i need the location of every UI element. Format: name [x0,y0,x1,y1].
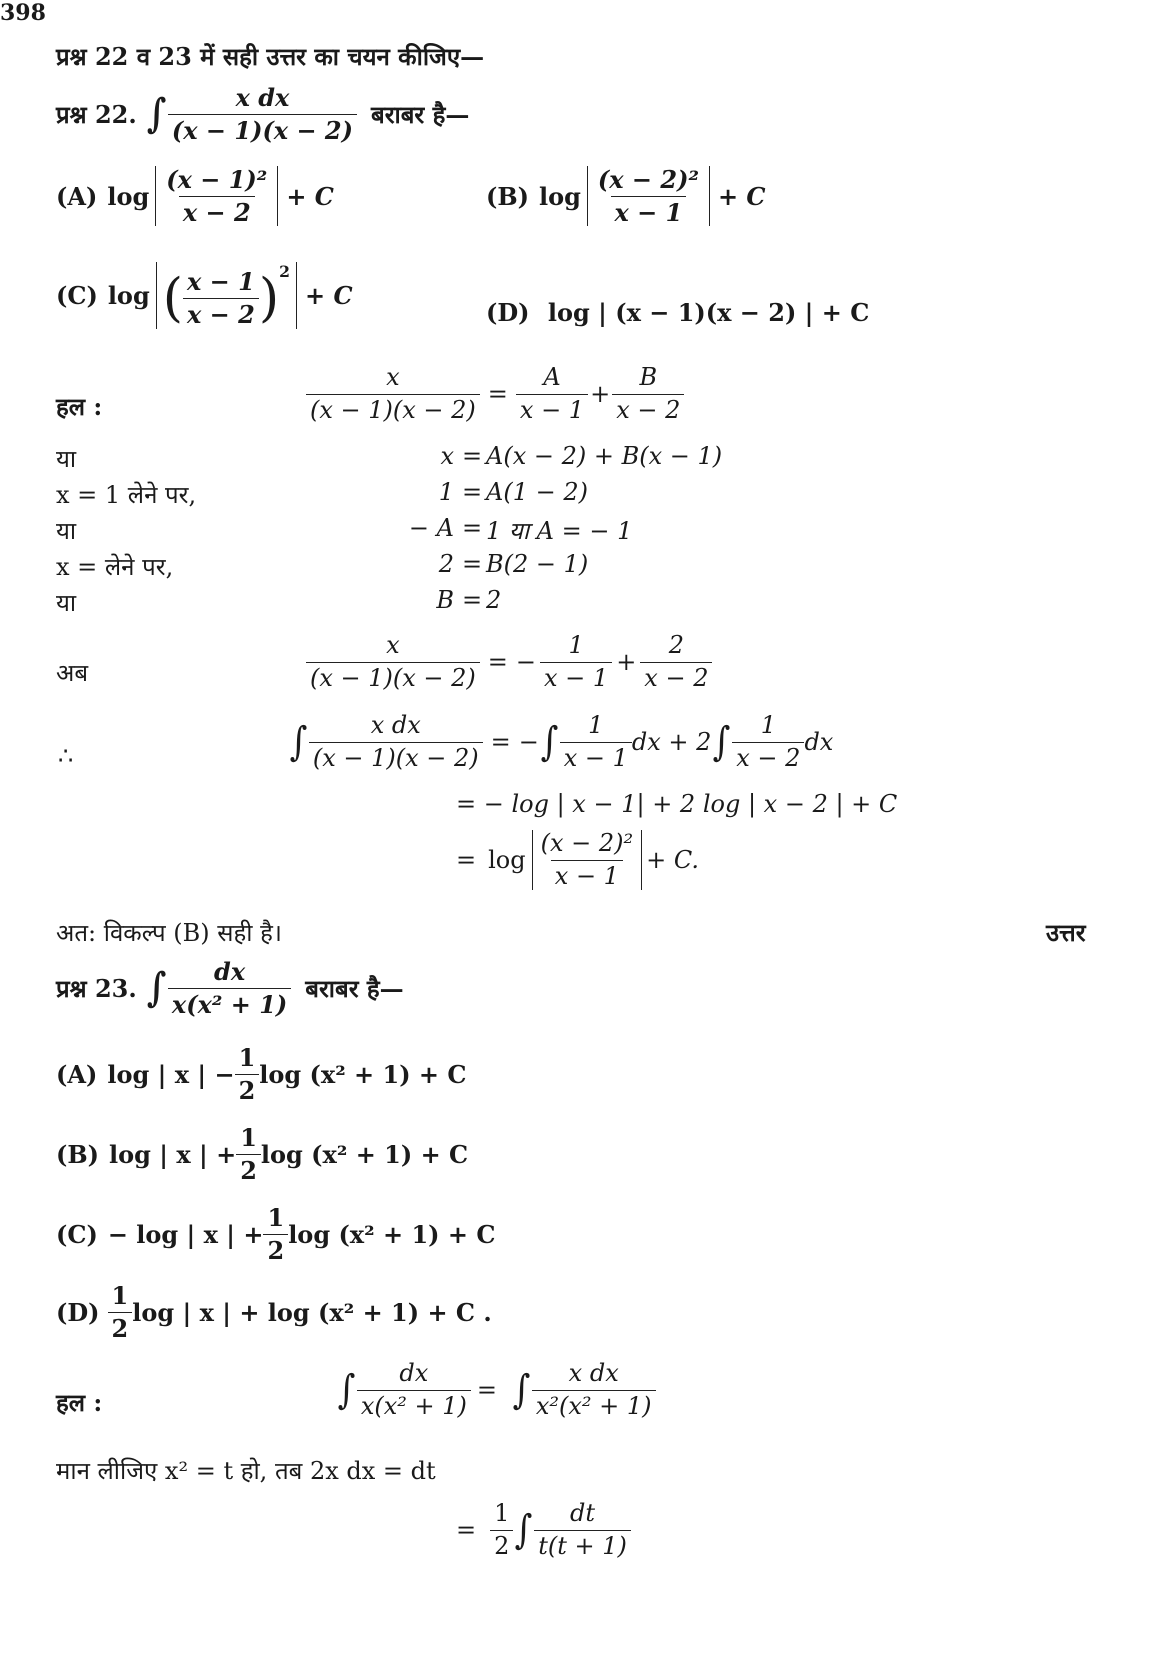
fraction-den: x − 1 [611,196,687,227]
fraction-num: x dx [370,711,421,739]
r2-lhs: x [440,442,454,470]
fraction-den: x − 2 [179,196,255,227]
option-d-text: log | (x − 1)(x − 2) | + C [547,298,870,327]
fraction-num: 1 [568,631,584,659]
equals: = [476,1376,498,1405]
ya-1: या [56,445,77,473]
left-5: x = लेने पर, [56,553,174,581]
fraction-den: x − 1 [516,394,588,425]
sol23-step2 [456,1500,631,1560]
ya-2: या [56,517,77,545]
option-post: log (x² + 1) + C [259,1059,467,1089]
instruction: प्रश्न 22 व 23 में सही उत्तर का चयन कीजिए— [56,42,485,71]
fraction-num: A [543,363,561,391]
q22-option-a [56,166,334,226]
q22-tail: बराबर है— [370,99,470,129]
option-label: (B) [56,1139,99,1169]
integral-sign: ∫ [146,90,167,138]
plus: + [616,648,637,677]
fraction-den: x − 2 [732,742,804,773]
equals: = [456,846,477,875]
fraction-num: dx [399,1359,429,1387]
log-text: log [107,181,150,211]
fraction-num: x [386,631,400,659]
plus: + [590,380,611,409]
q22-option-d [486,298,869,327]
log-text: log [488,846,526,875]
fraction-den: t(t + 1) [534,1530,631,1561]
equals: = [490,728,511,757]
sol22-step10 [456,830,699,890]
eq-sign: = [462,514,483,542]
integral-sign: ∫ [289,719,308,766]
fraction-num: (x − 1)² [166,165,268,194]
square-exponent: 2 [279,262,290,281]
r3-lhs: 1 [438,478,454,506]
sol22-step8 [288,712,833,772]
sol22-step1 [306,364,684,424]
question-22 [56,84,469,144]
fraction-num: 1 [238,1043,256,1072]
r6-rhs: 2 [486,586,502,614]
option-pre: − log | x | + [107,1219,264,1249]
q23-option-d [56,1282,492,1342]
fraction-num: 1 [240,1123,257,1152]
eq-sign: = [462,550,483,578]
r4-lhs: − A [408,514,454,542]
equals: = [487,380,508,409]
r5-rhs: B(2 − 1) [486,550,589,578]
abs-bars [532,830,643,890]
abs-bars [155,166,278,226]
sol22-step7 [306,632,712,692]
fraction-den: (x − 1)(x − 2) [306,394,480,425]
log-text: log [539,181,581,211]
fraction-den: 2 [108,1312,133,1343]
fraction-num: (x − 2)² [597,165,699,194]
abs-bars: ( $\frac{x - 1}{x - 2}$ )$^2$ [156,262,297,329]
equals: = [456,1516,477,1545]
fraction-num: x − 1 [187,267,255,297]
eq-sign: = [462,442,483,470]
eq-sign: = [462,478,483,506]
fraction-num: 1 [267,1203,285,1232]
plus-c: + C [717,181,766,211]
hal-label: हल : [56,392,103,421]
fraction-den: x − 2 [183,298,259,329]
option-label: (A) [56,1059,98,1089]
dx-plus-two: dx + 2 [631,728,712,757]
fraction-den: x − 2 [640,662,712,693]
option-post: log (x² + 1) + C [260,1139,469,1169]
dx-text: dx [804,728,834,757]
r3-rhs: A(1 − 2) [486,478,588,506]
q22-option-c [56,262,353,329]
question-23 [56,958,404,1018]
fraction-den: x − 1 [560,742,632,773]
integral-sign: ∫ [712,719,731,766]
substitution-line: मान लीजिए x² = t हो, तब 2x dx = dt [56,1457,436,1485]
plus-c: + C [286,181,334,211]
fraction-num: 1 [588,711,604,739]
hal-label-23: हल : [56,1388,103,1417]
option-post: log | x | + log (x² + 1) + C . [132,1297,492,1327]
therefore-sign: ∴ [58,742,74,770]
option-label: (D) [56,1297,100,1327]
sol23-step1 [336,1360,656,1420]
q22-fraction [168,84,357,144]
q23-option-a [56,1044,467,1104]
integral-sign: ∫ [514,1507,533,1554]
eq-sign: = [462,586,483,614]
fraction-num: 2 [668,631,685,659]
ab-label: अब [56,659,89,687]
plus-c: + C [305,280,353,310]
q22-num: x dx [235,83,290,112]
integral-sign: ∫ [540,719,559,766]
r6-lhs: B [436,586,454,614]
q22-option-b [486,166,766,226]
integral-sign: ∫ [337,1367,356,1414]
option-pre: log | x | + [109,1139,237,1169]
fraction-den: x − 1 [551,860,623,891]
q23-option-b [56,1124,468,1184]
fraction-den: (x − 1)(x − 2) [309,742,483,773]
uttar-label: उत्तर [1046,918,1086,947]
fraction-den: x − 2 [612,394,684,425]
sol22-step9: = − log | x − 1| + 2 log | x − 2 | + C [456,790,898,818]
ya-3: या [56,589,77,617]
fraction-den: x − 1 [540,662,612,693]
left-3: x = 1 लेने पर, [56,481,197,509]
integral-sign: ∫ [512,1367,531,1414]
fraction-num: B [639,363,658,391]
fraction-den: (x − 1)(x − 2) [306,662,480,693]
fraction-den: 2 [236,1154,261,1185]
option-label: (C) [56,280,98,310]
option-label: (A) [56,181,98,211]
fraction-num: 1 [494,1499,510,1527]
option-label: (D) [486,298,530,327]
conclusion-22: अत: विकल्प (B) सही है। [56,919,282,947]
option-label: (C) [56,1219,98,1249]
q23-num: dx [214,957,246,986]
fraction-num: dt [570,1499,596,1527]
plus-c: + C. [646,846,700,875]
fraction-den: x(x² + 1) [357,1390,471,1421]
fraction-den: 2 [235,1074,260,1105]
page-number: 398 [0,0,46,26]
fraction-den: 2 [490,1530,513,1561]
r4-rhs: 1 या A = − 1 [486,517,633,545]
q22-label: प्रश्न 22. [56,99,137,129]
minus: − [515,648,537,677]
r2-rhs: A(x − 2) + B(x − 1) [486,442,723,470]
integral-sign: ∫ [146,964,167,1012]
fraction-num: 1 [111,1281,129,1310]
q23-den: x(x² + 1) [168,988,291,1019]
q23-fraction [168,958,291,1018]
q23-option-c [56,1204,495,1264]
log-text: log [107,280,150,310]
q23-tail: बराबर है— [305,973,404,1003]
r5-lhs: 2 [438,550,454,578]
fraction-num: (x − 2)² [540,829,634,857]
minus: − [518,728,539,757]
q22-den: (x − 1)(x − 2) [168,114,357,145]
option-post: log (x² + 1) + C [288,1219,496,1249]
fraction-den: 2 [263,1234,288,1265]
option-pre: log | x | − [107,1059,235,1089]
option-label: (B) [486,181,529,211]
fraction-den: x²(x² + 1) [532,1390,656,1421]
fraction-num: 1 [760,711,776,739]
equals: = [487,648,508,677]
q23-label: प्रश्न 23. [56,973,137,1003]
abs-bars [587,166,710,226]
fraction-num: x [386,363,400,391]
fraction-num: x dx [568,1359,619,1387]
